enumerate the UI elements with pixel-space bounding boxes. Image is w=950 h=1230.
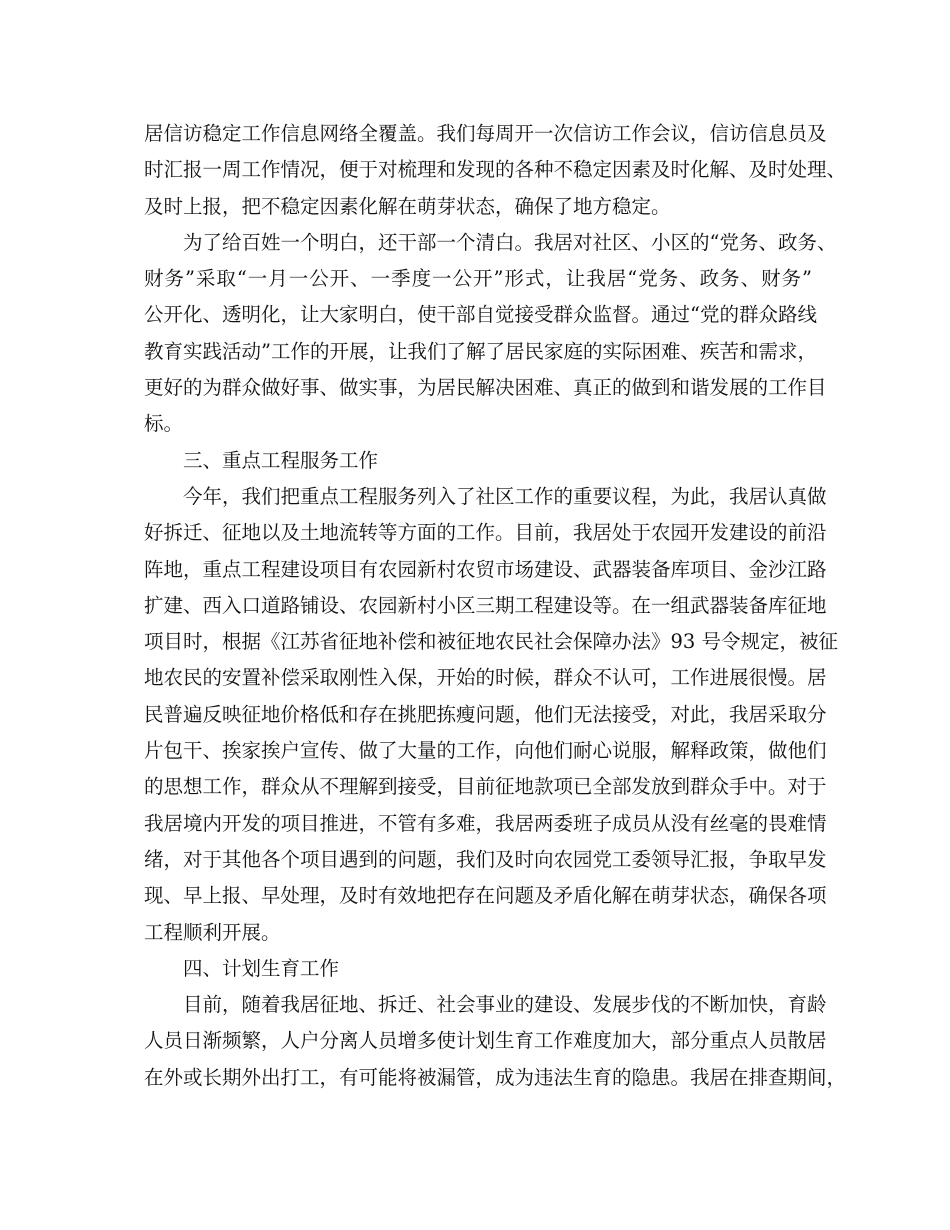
paragraph-line: 为了给百姓一个明白，还干部一个清白。我居对社区、小区的“党务、政务、 (183, 230, 837, 254)
paragraph-line: 目前，随着我居征地、拆迁、社会事业的建设、发展步伐的不断加快，育龄 (183, 993, 827, 1017)
paragraph-line: 在外或长期外出打工，有可能将被漏管，成为违法生育的隐患。我居在排查期间， (144, 1065, 847, 1089)
paragraph-line: 今年，我们把重点工程服务列入了社区工作的重要议程，为此，我居认真做 (183, 484, 827, 508)
document-body (144, 116, 847, 1096)
section-heading: 四、计划生育工作 (183, 956, 340, 980)
paragraph-line: 标。 (144, 412, 184, 436)
paragraph-line: 人员日渐频繁，人户分离人员增多使计划生育工作难度加大，部分重点人员散居 (144, 1029, 827, 1053)
paragraph-line: 时汇报一周工作情况，便于对梳理和发现的各种不稳定因素及时化解、及时处理、 (144, 158, 847, 182)
paragraph-line: 绪，对于其他各个项目遇到的问题，我们及时向农园党工委领导汇报，争取早发 (144, 847, 827, 871)
paragraph-line: 财务”采取“一月一公开、一季度一公开”形式，让我居“党务、政务、财务” (144, 267, 812, 291)
paragraph-line: 地农民的安置补偿采取刚性入保，开始的时候，群众不认可，工作进展很慢。居 (144, 666, 827, 690)
paragraph-line: 片包干、挨家挨户宣传、做了大量的工作，向他们耐心说服，解释政策，做他们 (144, 739, 827, 763)
paragraph-line: 阵地，重点工程建设项目有农园新村农贸市场建设、武器装备库项目、金沙江路 (144, 557, 827, 581)
paragraph-line: 教育实践活动”工作的开展，让我们了解了居民家庭的实际困难、疾苦和需求， (144, 339, 817, 363)
paragraph-line: 现、早上报、早处理，及时有效地把存在问题及矛盾化解在萌芽状态，确保各项 (144, 884, 827, 908)
paragraph-line: 居信访稳定工作信息网络全覆盖。我们每周开一次信访工作会议，信访信息员及 (144, 122, 827, 145)
paragraph-line: 更好的为群众做好事、做实事，为居民解决困难、真正的做到和谐发展的工作目 (144, 376, 827, 400)
paragraph-line: 项目时，根据《江苏省征地补偿和被征地农民社会保障办法》93 号令规定，被征 (144, 630, 839, 654)
paragraph-line: 好拆迁、征地以及土地流转等方面的工作。目前，我居处于农园开发建设的前沿 (144, 521, 827, 545)
paragraph-line: 及时上报，把不稳定因素化解在萌芽状态，确保了地方稳定。 (144, 194, 671, 218)
paragraph-line: 的思想工作，群众从不理解到接受，目前征地款项已全部发放到群众手中。对于 (144, 775, 827, 799)
paragraph-line: 扩建、西入口道路铺设、农园新村小区三期工程建设等。在一组武器装备库征地 (144, 593, 827, 617)
paragraph-line: 公开化、透明化，让大家明白，使干部自觉接受群众监督。通过“党的群众路线 (144, 303, 817, 327)
paragraph-line: 我居境内开发的项目推进，不管有多难，我居两委班子成员从没有丝毫的畏难情 (144, 811, 827, 835)
section-heading: 三、重点工程服务工作 (183, 448, 379, 472)
paragraph-line: 工程顺利开展。 (144, 920, 281, 944)
paragraph-line: 民普遍反映征地价格低和存在挑肥拣瘦问题，他们无法接受，对此，我居采取分 (144, 702, 827, 726)
